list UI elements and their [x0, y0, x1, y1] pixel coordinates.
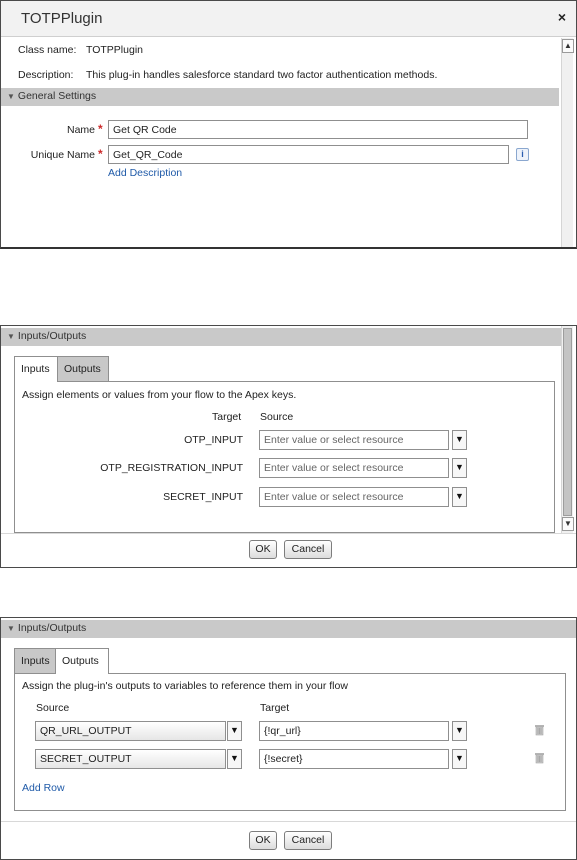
scrollbar[interactable] — [561, 326, 573, 533]
help-info-icon[interactable]: i — [516, 148, 529, 161]
unique-name-label: Unique Name — [30, 149, 95, 161]
inputs-outputs-panel-outputs — [0, 617, 577, 860]
class-name-label: Class name: — [18, 44, 77, 56]
ok-button[interactable]: OK — [249, 831, 277, 850]
description-row — [18, 69, 437, 81]
tab-inputs[interactable]: Inputs — [14, 648, 56, 673]
scroll-thumb[interactable] — [563, 328, 572, 516]
source-select[interactable]: SECRET_OUTPUT — [35, 749, 226, 769]
description-value: This plug-in handles salesforce standard two factor authentication methods. — [86, 69, 438, 81]
dropdown-arrow-icon[interactable]: ▼ — [452, 458, 467, 478]
target-label: OTP_INPUT — [184, 434, 243, 446]
plugin-dialog-top — [0, 0, 577, 249]
class-name-row — [18, 44, 143, 56]
collapse-triangle-icon: ▼ — [7, 92, 15, 101]
source-column-header: Source — [36, 702, 70, 714]
dropdown-arrow-icon[interactable]: ▼ — [452, 430, 467, 450]
scrollbar[interactable] — [561, 38, 573, 248]
dialog-title: TOTPPlugin — [21, 10, 103, 27]
add-row-link[interactable]: Add Row — [22, 782, 65, 794]
cancel-button[interactable]: Cancel — [284, 831, 332, 850]
inputs-outputs-title: Inputs/Outputs — [17, 330, 87, 342]
target-label: OTP_REGISTRATION_INPUT — [100, 462, 243, 474]
description-label: Description: — [18, 69, 74, 81]
close-icon[interactable]: × — [557, 9, 566, 25]
target-input[interactable]: {!qr_url} — [259, 721, 449, 741]
dropdown-arrow-icon[interactable]: ▼ — [452, 487, 467, 507]
scroll-up-icon[interactable]: ▲ — [562, 39, 574, 53]
class-name-value: TOTPPlugin — [86, 44, 143, 56]
inputs-outputs-title: Inputs/Outputs — [17, 622, 87, 634]
target-input[interactable]: {!secret} — [259, 749, 449, 769]
general-settings-title: General Settings — [17, 90, 97, 102]
tab-outputs[interactable]: Outputs — [57, 356, 109, 381]
dropdown-arrow-icon[interactable]: ▼ — [227, 749, 242, 769]
name-label: Name — [66, 124, 95, 136]
inputs-tab-content — [14, 381, 555, 533]
outputs-tab-content — [14, 673, 566, 811]
ok-button[interactable]: OK — [249, 540, 277, 559]
source-input[interactable]: Enter value or select resource — [259, 487, 449, 507]
trash-icon[interactable] — [534, 752, 545, 764]
dropdown-arrow-icon[interactable]: ▼ — [452, 749, 467, 769]
inputs-outputs-header[interactable] — [1, 328, 561, 346]
target-label: SECRET_INPUT — [163, 491, 243, 503]
source-input[interactable]: Enter value or select resource — [259, 458, 449, 478]
inputs-outputs-header[interactable] — [1, 620, 576, 638]
trash-icon[interactable] — [534, 724, 545, 736]
divider — [1, 821, 577, 822]
collapse-triangle-icon: ▼ — [7, 624, 15, 633]
unique-name-input[interactable] — [108, 145, 509, 164]
source-select[interactable]: QR_URL_OUTPUT — [35, 721, 226, 741]
add-description-link[interactable]: Add Description — [108, 167, 183, 179]
scroll-down-icon[interactable]: ▼ — [562, 517, 574, 531]
required-indicator: * — [98, 122, 103, 136]
inputs-outputs-panel-inputs — [0, 325, 577, 568]
dialog-title-bar — [1, 1, 576, 37]
target-column-header: Target — [212, 411, 242, 423]
inputs-instruction: Assign elements or values from your flow to the Apex keys. — [22, 389, 297, 401]
dropdown-arrow-icon[interactable]: ▼ — [227, 721, 242, 741]
source-input[interactable]: Enter value or select resource — [259, 430, 449, 450]
source-column-header: Source — [260, 411, 294, 423]
divider — [1, 533, 577, 534]
tab-inputs[interactable]: Inputs — [14, 356, 58, 382]
dropdown-arrow-icon[interactable]: ▼ — [452, 721, 467, 741]
target-column-header: Target — [260, 702, 290, 714]
collapse-triangle-icon: ▼ — [7, 332, 15, 341]
required-indicator: * — [98, 147, 103, 161]
cancel-button[interactable]: Cancel — [284, 540, 332, 559]
general-settings-header[interactable] — [1, 88, 559, 106]
tab-outputs[interactable]: Outputs — [55, 648, 109, 674]
name-input[interactable] — [108, 120, 528, 139]
outputs-instruction: Assign the plug-in's outputs to variables to reference them in your flow — [22, 680, 348, 692]
